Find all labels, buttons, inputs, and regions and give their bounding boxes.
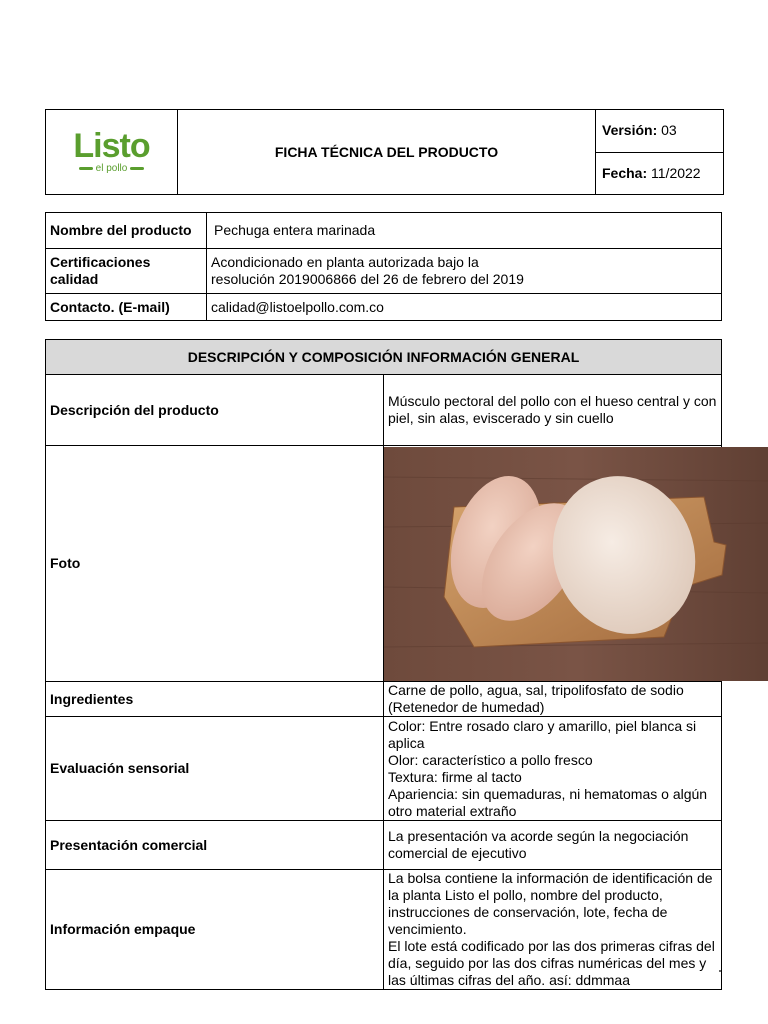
sensory-label: Evaluación sensorial: [46, 717, 384, 821]
presentation-label: Presentación comercial: [46, 821, 384, 870]
sensory-color: Color: Entre rosado claro y amarillo, piel blanca si aplica: [388, 717, 697, 751]
sensory-appearance: Apariencia: sin quemaduras, ni hematomas o algún otro material extraño: [388, 785, 708, 819]
header-table: [45, 109, 724, 195]
sensory-smell: Olor: característico a pollo fresco: [388, 751, 593, 768]
packaging-text-1: La bolsa contiene la información de identificación de la planta Listo el pollo, nombre del producto, instrucciones de conservación, lote, fecha de vencimiento.: [388, 870, 713, 937]
description-value: Músculo pectoral del pollo con el hueso central y con piel, sin alas, eviscerado y sin cuello: [384, 375, 722, 446]
ingredients-label: Ingredientes: [46, 682, 384, 717]
date-label: Fecha:: [602, 164, 648, 181]
version-cell: [596, 110, 724, 153]
contact-email[interactable]: calidad@listoelpollo.com.co: [207, 294, 722, 321]
date-cell: [596, 152, 724, 195]
logo-sub-text: el pollo: [46, 163, 177, 175]
packaging-value: [384, 870, 722, 990]
product-name-value: Pechuga entera marinada: [207, 213, 722, 249]
product-photo: [384, 447, 768, 681]
certifications-label: Certificaciones calidad: [46, 249, 207, 294]
logo-main-text: Listo: [73, 127, 150, 165]
version-value: 03: [661, 122, 677, 139]
description-label: Descripción del producto: [46, 375, 384, 446]
photo-cell: [384, 446, 722, 682]
presentation-value: La presentación va acorde según la negociación comercial de ejecutivo: [384, 821, 722, 870]
brand-logo: [46, 129, 177, 175]
main-table: [45, 339, 722, 990]
product-name-label: Nombre del producto: [46, 213, 207, 249]
contact-label: Contacto. (E-mail): [46, 294, 207, 321]
document-title: FICHA TÉCNICA DEL PRODUCTO: [178, 110, 596, 195]
page-mark: [719, 970, 721, 972]
logo-cell: [46, 110, 178, 195]
certifications-value: Acondicionado en planta autorizada bajo la resolución 2019006866 del 26 de febrero del 2019: [207, 249, 722, 294]
photo-label: Foto: [46, 446, 384, 682]
info-table: [45, 212, 722, 321]
ingredients-value: Carne de pollo, agua, sal, tripolifosfato de sodio (Retenedor de humedad): [384, 682, 722, 717]
sensory-texture: Textura: firme al tacto: [388, 768, 522, 785]
packaging-text-2: El lote está codificado por las dos primeras cifras del día, seguido por las dos cifras numéricas del mes y las últimas cifras del año. así: ddmmaa: [388, 938, 715, 988]
sensory-value: [384, 717, 722, 821]
packaging-label: Información empaque: [46, 870, 384, 990]
date-value: 11/2022: [651, 164, 701, 181]
version-label: Versión:: [602, 122, 658, 139]
section-title: DESCRIPCIÓN Y COMPOSICIÓN INFORMACIÓN GENERAL: [46, 340, 722, 375]
